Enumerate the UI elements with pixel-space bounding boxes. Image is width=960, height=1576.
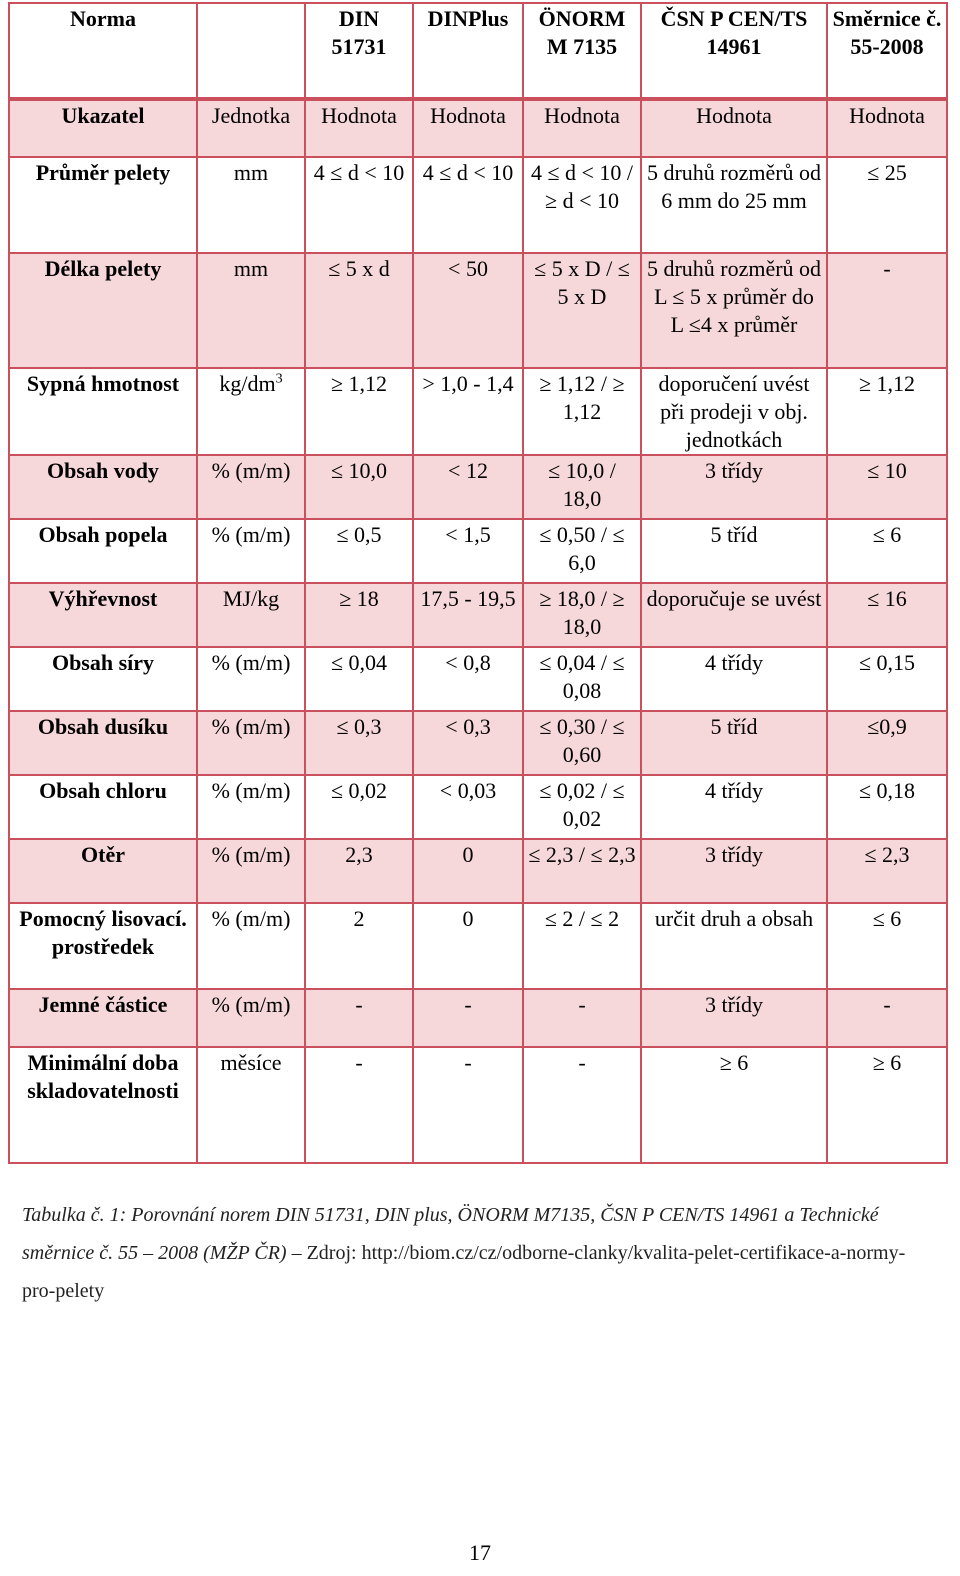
row-label: Pomocný lisovací. prostředek: [9, 903, 197, 989]
header-dinplus: DINPlus: [413, 3, 523, 99]
caption-source: Zdroj: http://biom.cz/cz/odborne-clanky/kvalita-pelet-certifikace-a-normy-pro-pelety: [22, 1242, 906, 1302]
cell-smernice: ≥ 1,12: [827, 368, 947, 455]
cell-dinplus: 17,5 - 19,5: [413, 583, 523, 647]
cell-onorm: 4 ≤ d < 10 / ≥ d < 10: [523, 157, 641, 253]
row-label: Obsah vody: [9, 455, 197, 519]
header-csn: ČSN P CEN/TS 14961: [641, 3, 827, 99]
cell-csn: Hodnota: [641, 99, 827, 157]
cell-din: ≤ 5 x d: [305, 253, 413, 368]
cell-dinplus: -: [413, 1047, 523, 1163]
cell-smernice: ≤0,9: [827, 711, 947, 775]
cell-din: ≤ 0,04: [305, 647, 413, 711]
row-unit: měsíce: [197, 1047, 305, 1163]
cell-dinplus: 0: [413, 839, 523, 903]
cell-onorm: ≤ 0,02 / ≤ 0,02: [523, 775, 641, 839]
cell-smernice: ≤ 25: [827, 157, 947, 253]
cell-csn: 5 tříd: [641, 711, 827, 775]
table-row: [9, 99, 947, 157]
cell-onorm: ≤ 10,0 / 18,0: [523, 455, 641, 519]
table-header-row: [9, 3, 947, 99]
row-label: Výhřevnost: [9, 583, 197, 647]
row-unit: % (m/m): [197, 839, 305, 903]
cell-smernice: ≤ 6: [827, 903, 947, 989]
header-smernice: Směrnice č. 55-2008: [827, 3, 947, 99]
row-unit: % (m/m): [197, 647, 305, 711]
cell-din: ≥ 18: [305, 583, 413, 647]
row-label: Obsah dusíku: [9, 711, 197, 775]
cell-csn: doporučuje se uvést: [641, 583, 827, 647]
cell-din: 4 ≤ d < 10: [305, 157, 413, 253]
cell-smernice: -: [827, 989, 947, 1047]
table-row: [9, 989, 947, 1047]
cell-din: -: [305, 1047, 413, 1163]
cell-smernice: ≥ 6: [827, 1047, 947, 1163]
caption-title: Tabulka č. 1: Porovnání norem DIN 51731, DIN plus, ÖNORM M7135, ČSN P CEN/TS 14961 a Technické směrnice č. 55 – 2008 (MŽP ČR) –: [22, 1204, 879, 1264]
cell-smernice: Hodnota: [827, 99, 947, 157]
cell-onorm: Hodnota: [523, 99, 641, 157]
row-unit: % (m/m): [197, 455, 305, 519]
cell-smernice: ≤ 10: [827, 455, 947, 519]
cell-onorm: ≤ 0,04 / ≤ 0,08: [523, 647, 641, 711]
cell-din: 2: [305, 903, 413, 989]
row-label: Obsah síry: [9, 647, 197, 711]
cell-smernice: ≤ 0,15: [827, 647, 947, 711]
cell-onorm: ≥ 1,12 / ≥ 1,12: [523, 368, 641, 455]
row-unit: % (m/m): [197, 711, 305, 775]
table-row: [9, 455, 947, 519]
cell-csn: ≥ 6: [641, 1047, 827, 1163]
page-number: 17: [469, 1540, 491, 1565]
unit-text: kg/dm: [219, 371, 276, 396]
row-unit: % (m/m): [197, 989, 305, 1047]
row-label: Minimální doba skladovatelnosti: [9, 1047, 197, 1163]
table-caption: [22, 1196, 932, 1310]
row-label: Jemné částice: [9, 989, 197, 1047]
header-onorm: ÖNORM M 7135: [523, 3, 641, 99]
row-unit: [197, 368, 305, 455]
cell-dinplus: < 1,5: [413, 519, 523, 583]
cell-csn: 3 třídy: [641, 455, 827, 519]
unit-superscript: 3: [275, 371, 283, 387]
row-label: Průměr pelety: [9, 157, 197, 253]
cell-onorm: ≥ 18,0 / ≥ 18,0: [523, 583, 641, 647]
cell-smernice: ≤ 6: [827, 519, 947, 583]
row-label: Obsah popela: [9, 519, 197, 583]
cell-csn: 5 druhů rozměrů od L ≤ 5 x průměr do L ≤4 x průměr: [641, 253, 827, 368]
cell-onorm: -: [523, 1047, 641, 1163]
table-row: [9, 368, 947, 455]
cell-csn: 5 druhů rozměrů od 6 mm do 25 mm: [641, 157, 827, 253]
cell-csn: 3 třídy: [641, 989, 827, 1047]
cell-csn: 5 tříd: [641, 519, 827, 583]
cell-onorm: ≤ 2,3 / ≤ 2,3: [523, 839, 641, 903]
cell-dinplus: < 12: [413, 455, 523, 519]
table-row: [9, 157, 947, 253]
cell-onorm: -: [523, 989, 641, 1047]
cell-smernice: ≤ 0,18: [827, 775, 947, 839]
table-row: [9, 903, 947, 989]
cell-dinplus: 0: [413, 903, 523, 989]
row-label: Obsah chloru: [9, 775, 197, 839]
cell-dinplus: < 0,03: [413, 775, 523, 839]
cell-dinplus: > 1,0 - 1,4: [413, 368, 523, 455]
cell-onorm: ≤ 0,50 / ≤ 6,0: [523, 519, 641, 583]
cell-dinplus: -: [413, 989, 523, 1047]
row-label: Délka pelety: [9, 253, 197, 368]
cell-smernice: ≤ 2,3: [827, 839, 947, 903]
cell-onorm: ≤ 0,30 / ≤ 0,60: [523, 711, 641, 775]
cell-onorm: ≤ 2 / ≤ 2: [523, 903, 641, 989]
row-label: Ukazatel: [9, 99, 197, 157]
row-label: Sypná hmotnost: [9, 368, 197, 455]
cell-din: Hodnota: [305, 99, 413, 157]
norm-comparison-table: [8, 2, 948, 1164]
table-row: [9, 1047, 947, 1163]
table-row: [9, 519, 947, 583]
row-unit: % (m/m): [197, 903, 305, 989]
row-label: Otěr: [9, 839, 197, 903]
cell-dinplus: 4 ≤ d < 10: [413, 157, 523, 253]
cell-din: -: [305, 989, 413, 1047]
cell-csn: určit druh a obsah: [641, 903, 827, 989]
cell-din: ≤ 0,3: [305, 711, 413, 775]
header-blank: [197, 3, 305, 99]
cell-onorm: ≤ 5 x D / ≤ 5 x D: [523, 253, 641, 368]
header-norma: Norma: [9, 3, 197, 99]
row-unit: % (m/m): [197, 519, 305, 583]
table-row: [9, 839, 947, 903]
table-row: [9, 253, 947, 368]
row-unit: Jednotka: [197, 99, 305, 157]
cell-dinplus: < 0,3: [413, 711, 523, 775]
cell-din: ≤ 10,0: [305, 455, 413, 519]
cell-smernice: -: [827, 253, 947, 368]
row-unit: MJ/kg: [197, 583, 305, 647]
cell-din: 2,3: [305, 839, 413, 903]
cell-din: ≤ 0,02: [305, 775, 413, 839]
cell-dinplus: < 50: [413, 253, 523, 368]
cell-din: ≤ 0,5: [305, 519, 413, 583]
row-unit: % (m/m): [197, 775, 305, 839]
cell-csn: 4 třídy: [641, 647, 827, 711]
table-row: [9, 647, 947, 711]
row-unit: mm: [197, 157, 305, 253]
cell-csn: 3 třídy: [641, 839, 827, 903]
cell-smernice: ≤ 16: [827, 583, 947, 647]
table-row: [9, 583, 947, 647]
table-row: [9, 711, 947, 775]
header-din: DIN 51731: [305, 3, 413, 99]
table-row: [9, 775, 947, 839]
row-unit: mm: [197, 253, 305, 368]
cell-din: ≥ 1,12: [305, 368, 413, 455]
cell-dinplus: < 0,8: [413, 647, 523, 711]
cell-dinplus: Hodnota: [413, 99, 523, 157]
cell-csn: doporučení uvést při prodeji v obj. jednotkách: [641, 368, 827, 455]
cell-csn: 4 třídy: [641, 775, 827, 839]
